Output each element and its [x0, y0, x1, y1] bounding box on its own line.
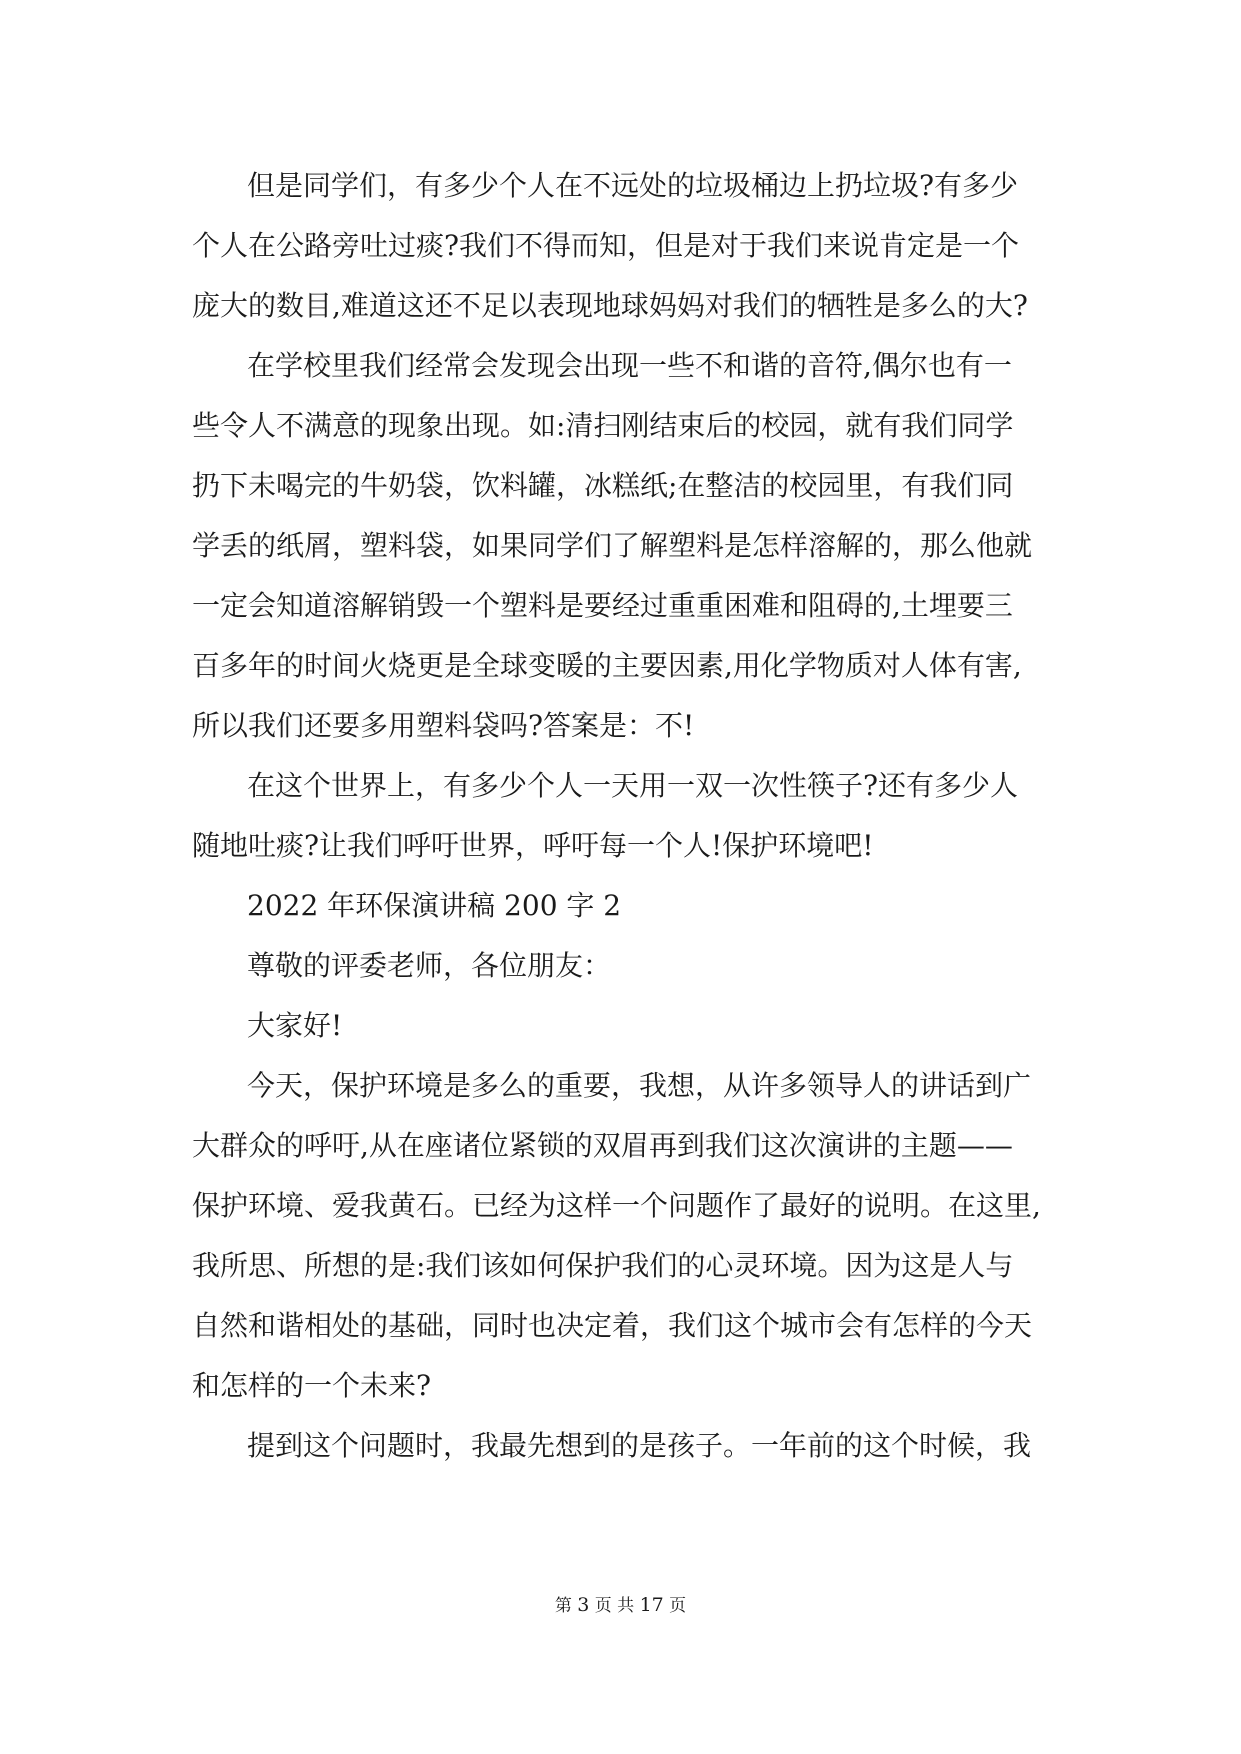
text-line: 扔下未喝完的牛奶袋，饮料罐，冰糕纸;在整洁的校园里，有我们同 — [192, 469, 1014, 502]
text-line: 自然和谐相处的基础，同时也决定着，我们这个城市会有怎样的今天 — [192, 1309, 1033, 1342]
footer-middle: 页 共 — [594, 1596, 635, 1616]
text-line: 些令人不满意的现象出现。如:清扫刚结束后的校园，就有我们同学 — [192, 409, 1014, 442]
text-line: 提到这个问题时，我最先想到的是孩子。一年前的这个时候，我 — [247, 1429, 1032, 1462]
text-line: 和怎样的一个未来? — [192, 1369, 432, 1402]
text-line: 随地吐痰?让我们呼吁世界，呼吁每一个人!保护环境吧! — [192, 829, 874, 862]
text-line: 学丢的纸屑，塑料袋，如果同学们了解塑料是怎样溶解的，那么他就 — [192, 529, 1033, 562]
text-line: 庞大的数目,难道这还不足以表现地球妈妈对我们的牺牲是多么的大? — [192, 289, 1028, 322]
text-line: 但是同学们，有多少个人在不远处的垃圾桶边上扔垃圾?有多少 — [247, 169, 1019, 202]
greeting: 大家好! — [247, 1009, 343, 1042]
text-line: 保护环境、爱我黄石。已经为这样一个问题作了最好的说明。在这里, — [192, 1189, 1041, 1222]
text-line: 在这个世界上，有多少个人一天用一双一次性筷子?还有多少人 — [247, 769, 1019, 802]
total-page-count: 17 — [639, 1594, 664, 1616]
text-line: 百多年的时间火烧更是全球变暖的主要因素,用化学物质对人体有害, — [192, 649, 1022, 682]
salutation: 尊敬的评委老师，各位朋友： — [247, 949, 612, 982]
text-line: 大群众的呼吁,从在座诸位紧锁的双眉再到我们这次演讲的主题—— — [192, 1129, 1013, 1162]
text-line: 所以我们还要多用塑料袋吗?答案是：不! — [192, 709, 695, 742]
page-footer — [0, 1593, 1241, 1618]
footer-suffix: 页 — [669, 1596, 687, 1616]
current-page-number: 3 — [577, 1594, 590, 1616]
section-heading: 2022 年环保演讲稿 200 字 2 — [247, 889, 622, 922]
text-line: 我所思、所想的是:我们该如何保护我们的心灵环境。因为这是人与 — [192, 1249, 1014, 1282]
text-line: 一定会知道溶解销毁一个塑料是要经过重重困难和阻碍的,土埋要三 — [192, 589, 1013, 622]
text-line: 在学校里我们经常会发现会出现一些不和谐的音符,偶尔也有一 — [247, 349, 1012, 382]
text-line: 个人在公路旁吐过痰?我们不得而知，但是对于我们来说肯定是一个 — [192, 229, 1020, 262]
footer-prefix: 第 — [554, 1596, 572, 1616]
text-line: 今天，保护环境是多么的重要，我想，从许多领导人的讲话到广 — [247, 1069, 1032, 1102]
